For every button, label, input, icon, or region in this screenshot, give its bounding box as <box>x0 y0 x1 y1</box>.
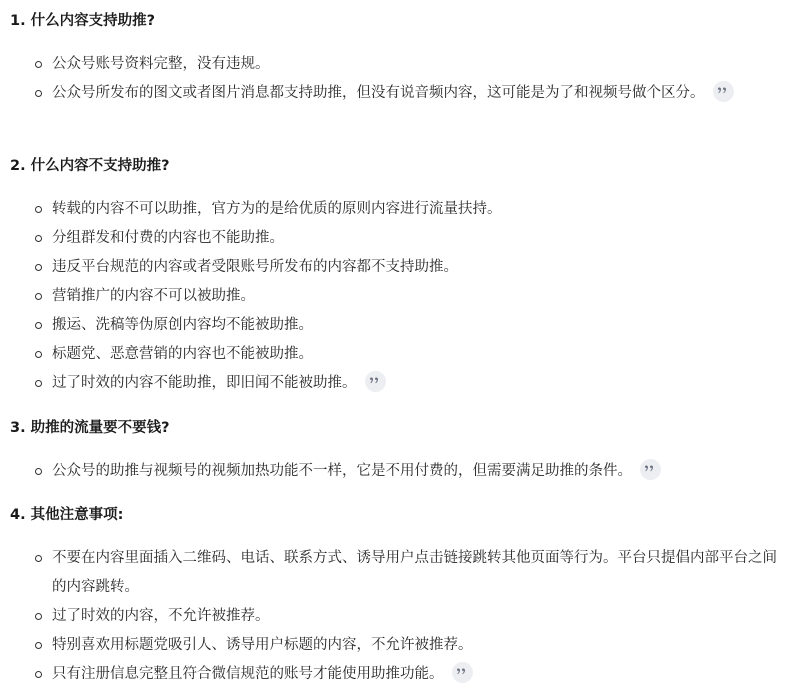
list-item <box>10 195 789 224</box>
quote-icon[interactable] <box>452 662 473 683</box>
bullet-icon <box>35 468 42 475</box>
section-heading: 2. 什么内容不支持助推? <box>10 158 170 174</box>
item-text: 公众号账号资料完整，没有违规。 <box>52 56 270 72</box>
section-2 <box>10 145 789 407</box>
item-text: 过了时效的内容，不允许被推荐。 <box>52 608 270 624</box>
bullet-icon <box>35 642 42 649</box>
section-heading: 1. 什么内容支持助推? <box>10 13 156 29</box>
item-text: 特别喜欢用标题党吸引人、诱导用户标题的内容，不允许被推荐。 <box>52 637 473 653</box>
list-item <box>10 660 789 689</box>
item-text: 只有注册信息完整且符合微信规范的账号才能使用助推功能。 <box>52 666 444 682</box>
list-item <box>10 369 789 398</box>
bullet-icon <box>35 380 42 387</box>
item-list <box>10 457 789 486</box>
item-text: 营销推广的内容不可以被助推。 <box>52 288 255 304</box>
section-heading: 4. 其他注意事项: <box>10 507 124 523</box>
bullet-icon <box>35 351 42 358</box>
item-text: 过了时效的内容不能助推，即旧闻不能被助推。 <box>52 375 357 391</box>
bullet-icon <box>35 293 42 300</box>
list-item <box>10 631 789 660</box>
list-item <box>10 340 789 369</box>
list-item <box>10 224 789 253</box>
item-text: 标题党、恶意营销的内容也不能被助推。 <box>52 346 313 362</box>
item-text: 不要在内容里面插入二维码、电话、联系方式、诱导用户点击链接跳转其他页面等行为。平台只提倡内部平台之间的内容跳转。 <box>52 550 777 595</box>
list-item <box>10 282 789 311</box>
quote-icon[interactable] <box>640 459 661 480</box>
section-1 <box>10 0 789 145</box>
bullet-icon <box>35 206 42 213</box>
list-item <box>10 544 789 602</box>
quote-icon[interactable] <box>713 81 734 102</box>
item-text: 转载的内容不可以助推，官方为的是给优质的原则内容进行流量扶持。 <box>52 201 502 217</box>
item-text: 违反平台规范的内容或者受限账号所发布的内容都不支持助推。 <box>52 259 458 275</box>
item-text: 公众号的助推与视频号的视频加热功能不一样，它是不用付费的，但需要满足助推的条件。 <box>52 463 632 479</box>
bullet-icon <box>35 555 42 562</box>
item-list <box>10 50 789 108</box>
bullet-icon <box>35 235 42 242</box>
list-item <box>10 253 789 282</box>
section-3 <box>10 407 789 494</box>
list-item <box>10 50 789 79</box>
list-item <box>10 79 789 108</box>
bullet-icon <box>35 613 42 620</box>
item-text: 搬运、洗稿等伪原创内容均不能被助推。 <box>52 317 313 333</box>
bullet-icon <box>35 322 42 329</box>
quote-icon[interactable] <box>365 371 386 392</box>
list-item <box>10 602 789 631</box>
item-text: 公众号所发布的图文或者图片消息都支持助推，但没有说音频内容，这可能是为了和视频号做个区分。 <box>52 85 705 101</box>
item-list <box>10 544 789 689</box>
bullet-icon <box>35 264 42 271</box>
section-4 <box>10 494 789 689</box>
item-text: 分组群发和付费的内容也不能助推。 <box>52 230 284 246</box>
item-list <box>10 195 789 398</box>
list-item <box>10 457 789 486</box>
list-item <box>10 311 789 340</box>
bullet-icon <box>35 90 42 97</box>
section-heading: 3. 助推的流量要不要钱? <box>10 420 170 436</box>
bullet-icon <box>35 671 42 678</box>
bullet-icon <box>35 61 42 68</box>
